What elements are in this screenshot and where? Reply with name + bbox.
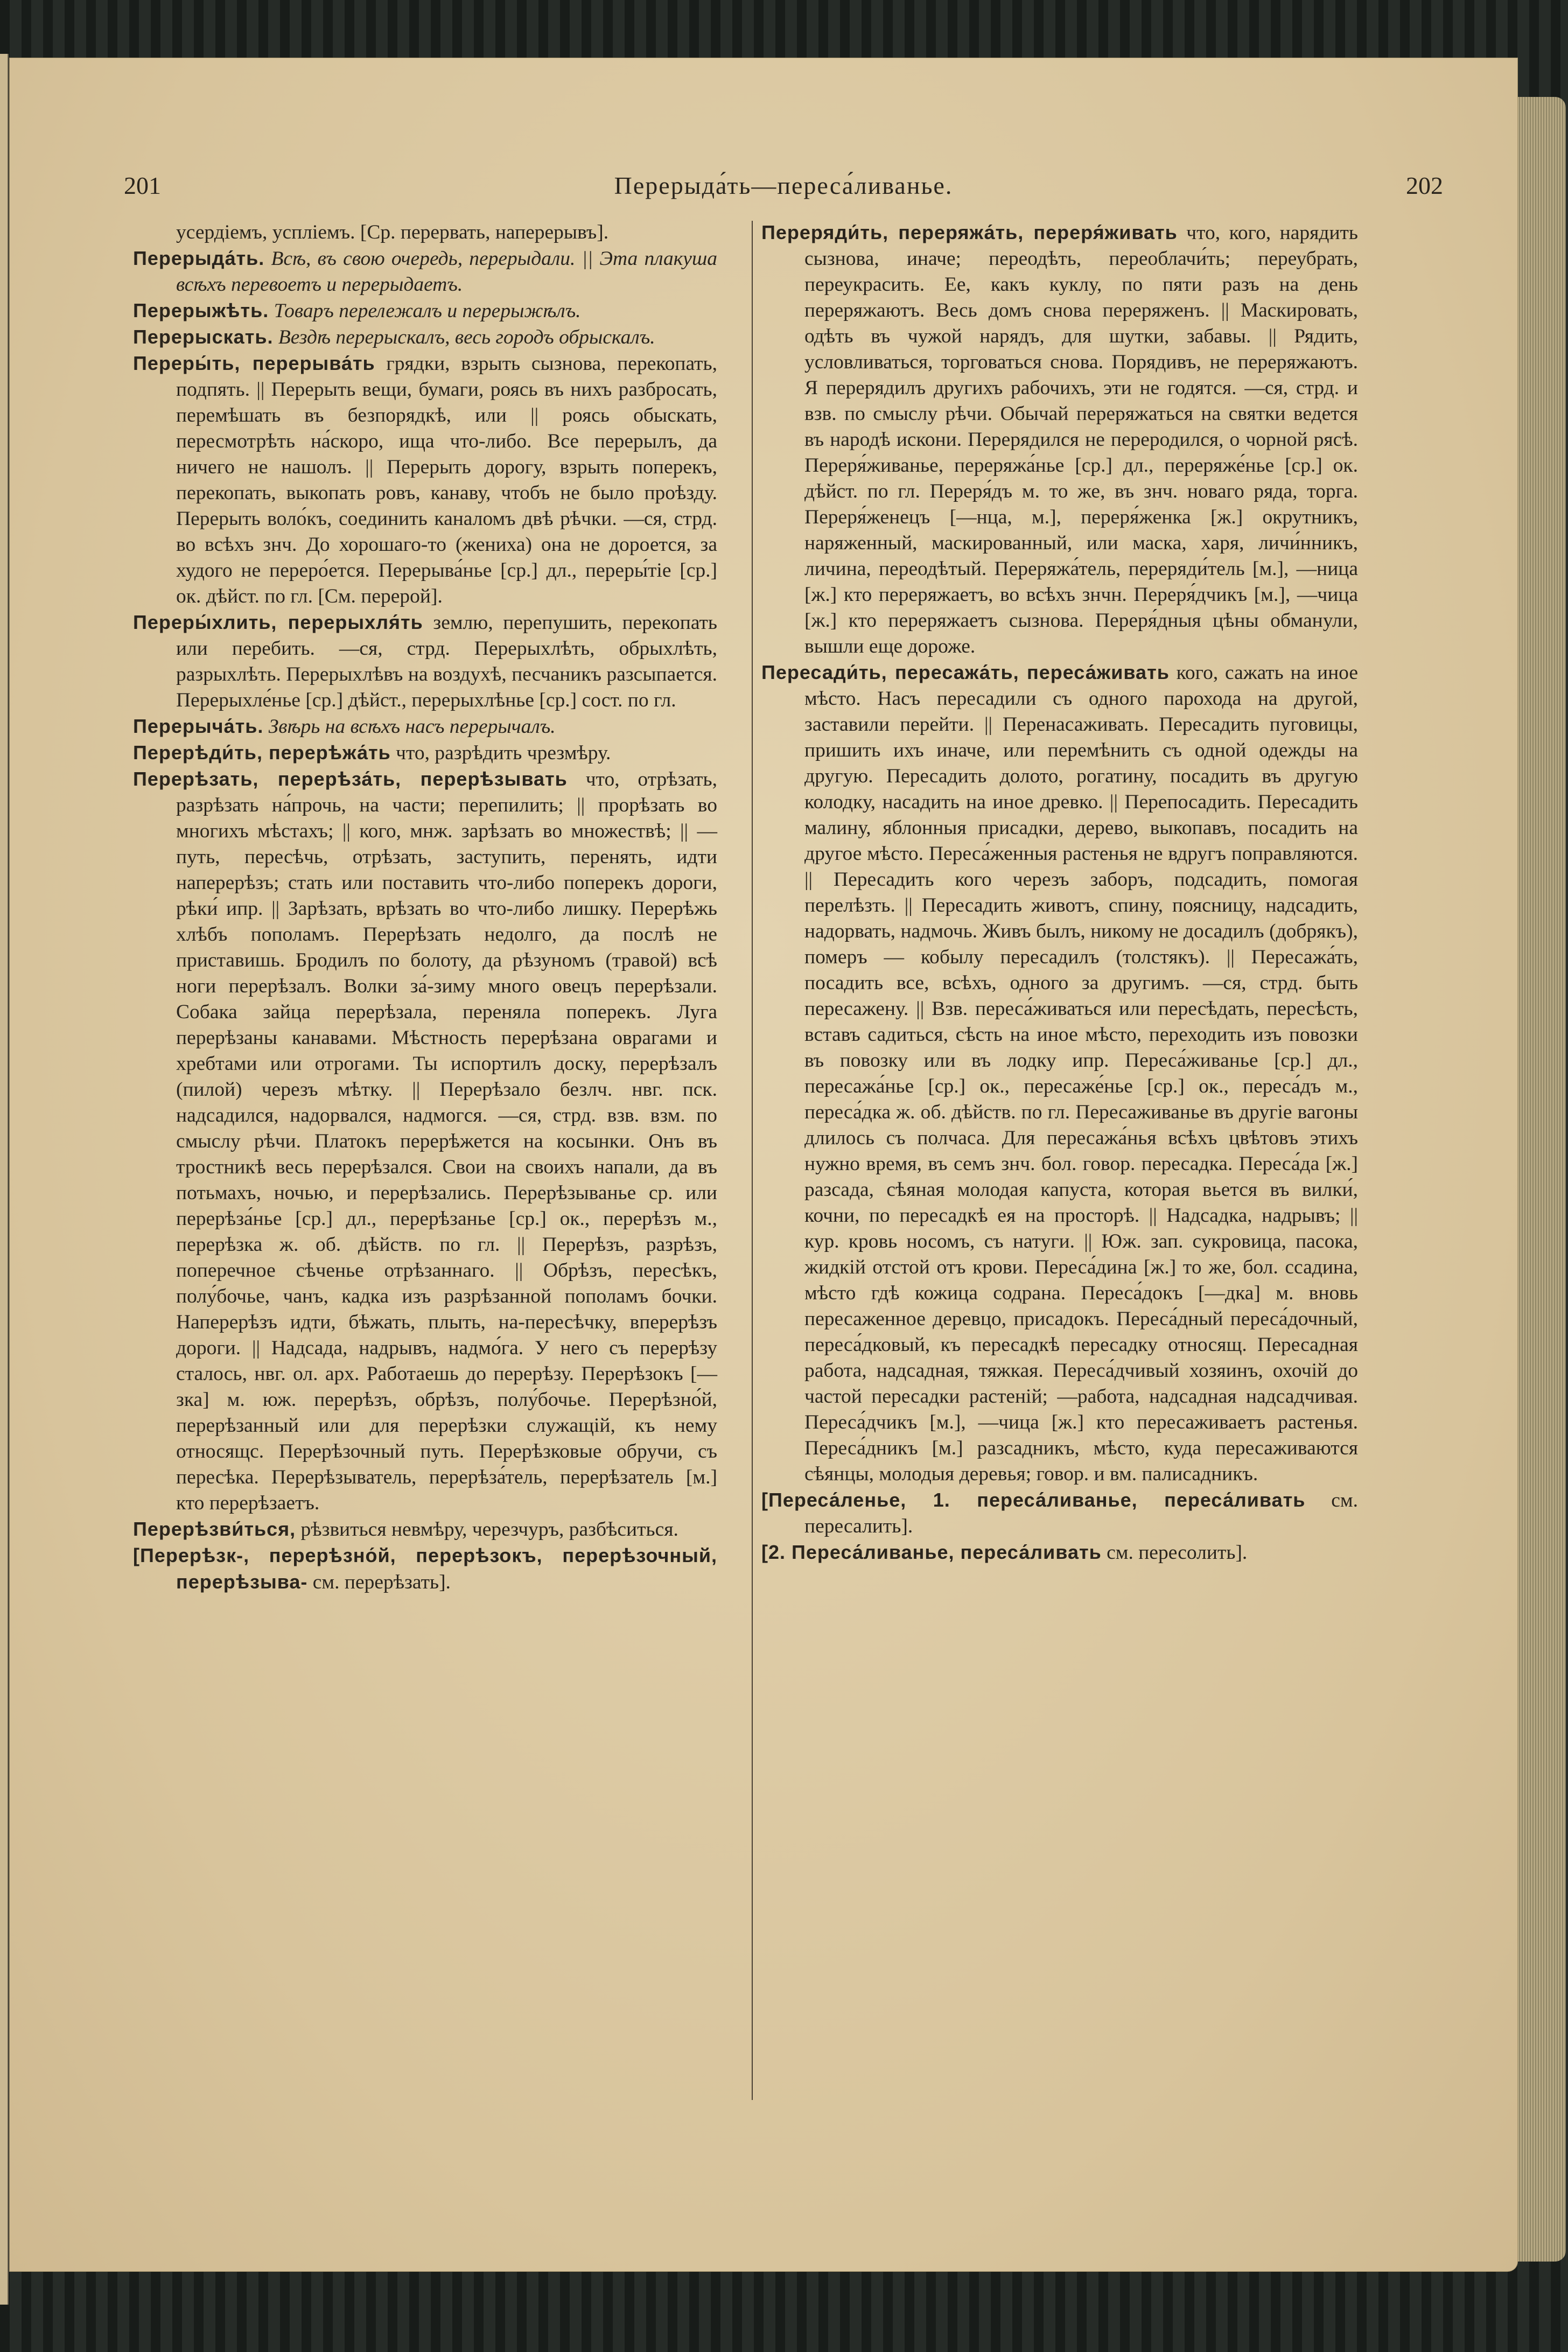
entry-headword: [2. Переса́ливанье, переса́ливать — [761, 1541, 1102, 1563]
running-title: Перерыда́ть—переса́ливанье. — [614, 172, 953, 199]
entry-headword: Перерыскать. — [133, 326, 274, 348]
entry-text: см. пересалить]. — [804, 1489, 1358, 1537]
entry-text: рѣзвиться невмѣру, черезчуръ, разбѣситься. — [300, 1518, 678, 1541]
entry-text: Товаръ перележалъ и перерыжѣлъ. — [274, 300, 581, 322]
entry-headword: Перерѣзви́ться, — [133, 1518, 296, 1540]
entry-text: усердіемъ, успліемъ. [Ср. перервать, наперерывъ]. — [176, 221, 609, 243]
dictionary-entry — [133, 610, 717, 713]
dictionary-entry — [133, 713, 717, 740]
entry-text: Звѣрь на всѣхъ насъ перерычалъ. — [268, 716, 556, 738]
page-number-left: 201 — [124, 172, 161, 199]
dictionary-entry — [761, 1487, 1358, 1539]
entry-headword: Пересади́ть, пересажа́ть, переса́живать — [761, 661, 1170, 683]
entry-headword: [Переса́ленье, 1. переса́ливанье, переса́ливать — [761, 1489, 1306, 1511]
dictionary-entry — [133, 324, 717, 351]
dictionary-entry — [761, 1539, 1358, 1566]
dictionary-entry — [133, 246, 717, 298]
entry-headword: Перерыжѣть. — [133, 299, 269, 321]
entry-headword: Перерыда́ть. — [133, 247, 265, 269]
entry-text: см. перерѣзать]. — [312, 1571, 451, 1593]
column-divider — [752, 221, 753, 2100]
entry-headword: Переры́ть, перерыва́ть — [133, 352, 375, 374]
dictionary-entry — [133, 766, 717, 1516]
entry-headword: Переры́хлить, перерыхля́ть — [133, 611, 423, 633]
entry-text: грядки, взрыть сызнова, перекопать, подпять. || Перерыть вещи, бумаги, роясь въ нихъ разбросать, перемѣшать въ безпорядкѣ, или || роясь обыскать, пересмотрѣть на́скоро, ища что-либо. Все перерылъ, да ничего не нашолъ. || Перерыть дорогу, взрыть поперекъ, перекопать, выкопать ровъ, канаву, чтобъ не было проѣзду. Перерыть воло́къ, соединить каналомъ двѣ рѣчки. —ся, стрд. во всѣхъ знч. До хорошаго-то (жениха) она не дороется, за худого не переро́ется. Перерыва́нье [ср.] дл., переры́тіе [ср.] ок. дѣйст. по гл. [См. перерой]. — [176, 353, 718, 607]
page-stack-edge — [1517, 97, 1566, 2262]
entry-text: что, отрѣзать, разрѣзать на́прочь, на части; перепилить; || прорѣзать во многихъ мѣстахъ; || кого, мнж. зарѣзать во множествѣ; || —путь, пересѣчь, отрѣзать, заступить, перенять, идти наперерѣзъ; стать или поставить что-либо поперекъ дороги, рѣки́ ипр. || Зарѣзать, врѣзать во что-либо лишку. Перерѣжь хлѣбъ пополамъ. Перерѣзать недолго, да послѣ не приставишь. Бродилъ по болоту, да рѣзуномъ (травой) всѣ ноги перерѣзалъ. Волки за́-зиму много овецъ перерѣзали. Собака зайца перерѣзала, переняла поперекъ. Луга перерѣзаны канавами. Мѣстность перерѣзана оврагами и хребтами или отрогами. Ты испортилъ доску, перерѣзалъ (пилой) черезъ мѣтку. || Перерѣзало безлч. нвг. пск. надсадился, надорвался, надмогся. —ся, стрд. взв. взм. по смыслу рѣчи. Платокъ перерѣжется на косынки. Онъ въ тростникѣ весь перерѣзался. Свои на своихъ напали, да въ потьмахъ, ночью, и перерѣзались. Перерѣзыванье ср. или перерѣза́нье [ср.] дл., перерѣзанье [ср.] ок., перерѣзъ м., перерѣзка ж. об. дѣйств. по гл. || Перерѣзъ, разрѣзъ, поперечное сѣченье отрѣзаннаго. || Обрѣзъ, пересѣкъ, полу́бочье, чанъ, кадка изъ разрѣзанной пополамъ бочки. Наперерѣзъ идти, бѣжать, плыть, на-пересѣчку, вперерѣзъ дороги. || Надсада, надрывъ, надмо́га. У него съ перерѣзу сталось, нвг. ол. арх. Работаешь до перерѣзу. Перерѣзокъ [—зка] м. юж. перерѣзъ, обрѣзъ, полу́бочье. Перерѣзно́й, перерѣзанный или для перерѣзки служащій, къ нему относящс. Перерѣзочный путь. Перерѣзковые обручи, съ пересѣка. Перерѣзыватель, перерѣза́тель, перерѣзатель [м.] кто перерѣзаетъ. — [176, 768, 718, 1514]
dictionary-entry — [133, 1516, 717, 1543]
page-number-right: 202 — [1406, 172, 1443, 199]
dictionary-entry — [133, 740, 717, 766]
facing-page-edge — [0, 54, 9, 2305]
entry-text: кого, сажать на иное мѣсто. Насъ пересадили съ одного парохода на другой, заставили перейти. || Перенасаживать. Пересадить пуговицы, пришить ихъ иначе, или перемѣнить съ одной одежды на другую. Пересадить долото, рогатину, посадить въ другую колодку, насадить на иное древко. || Перепосадить. Пересадить малину, яблонныя присадки, дерево, выкопавъ, посадить на другое мѣсто. Переса́женныя растенья не вдругъ поправляются. || Пересадить кого черезъ заборъ, подсадить, помогая перелѣзть. || Пересадить животъ, спину, поясницу, надсадить, надорвать, надмочь. Живъ былъ, никому не досадилъ (добрякъ), померъ — кобылу пересадилъ (толстякъ). || Пересажа́ть, посадить все, всѣхъ, одного за другимъ. —ся, стрд. быть пересажену. || Взв. переса́живаться или пересѣдать, пересѣсть, вставъ садиться, сѣсть на иное мѣсто, переходить изъ повозки въ повозку или въ лодку ипр. Переса́живанье [ср.] дл., пересажа́нье [ср.] ок., пересаже́нье [ср.] ок., переса́дъ м., переса́дка ж. об. дѣйств. по гл. Пересаживанье въ другіе вагоны длилось съ полчаса. Для пересажа́нья всѣхъ цвѣтовъ этихъ нужно время, въ семъ знч. бол. говор. пересадка. Переса́да [ж.] разсада, сѣяная молодая капуста, которая вьется въ вилки́, кочни, по пересадкѣ ея на просторѣ. || Надсадка, надрывъ; || кур. кровь носомъ, съ натуги. || Юж. зап. сукровица, пасока, жидкій отстой отъ крови. Переса́дина [ж.] то же, бол. ссадина, мѣсто гдѣ кожица содрана. Переса́докъ [—дка] м. вновь пересаженное деревцо, присадокъ. Переса́дный переса́дочный, переса́дковый, къ пересадкѣ пересадку относящ. Пересадная работа, надсадная, тяжкая. Переса́дчивый хозяинъ, охочій до частой пересадки растеній; —работа, надсадная надсадчивая. Переса́дчикъ [м.], —чица [ж.] кто пересаживаетъ растенья. Переса́дникъ [м.] разсадникъ, мѣсто, куда пересаживаются сѣянцы, молодыя деревья; говор. и вм. палисадникъ. — [804, 662, 1358, 1485]
dictionary-entry — [133, 1543, 717, 1595]
entry-text: Вcѣ, въ свою очередь, перерыдали. || Эта плакуша всѣхъ перевоетъ и перерыдаетъ. — [176, 248, 717, 296]
dictionary-entry — [133, 351, 717, 610]
entry-headword: Перерѣди́ть, перерѣжа́ть — [133, 741, 391, 764]
dictionary-entry — [761, 660, 1358, 1487]
entry-headword: Перерыча́ть. — [133, 715, 264, 737]
dictionary-entry — [761, 220, 1358, 660]
dictionary-entry — [133, 298, 717, 324]
running-head — [124, 171, 1443, 209]
entry-text: Вездѣ перерыскалъ, весь городъ обрыскалъ. — [278, 326, 655, 348]
left-column — [133, 220, 717, 1595]
entry-text: что, разрѣдить чрезмѣру. — [396, 742, 611, 764]
right-column — [761, 220, 1358, 1566]
entry-text: землю, перепушить, перекопать или перебить. —ся, стрд. Перерыхлѣть, обрыхлѣть, разрыхлѣть. Перерыхлѣвъ на воздухѣ, песчаникъ разсыпается. Перерыхле́нье [ср.] дѣйст., перерыхлѣнье [ср.] сост. по гл. — [176, 612, 717, 711]
entry-headword: Перерѣзать, перерѣза́ть, перерѣзывать — [133, 768, 568, 790]
entry-text: что, кого, нарядить сызнова, иначе; переодѣть, переоблачи́ть; переубрать, переукрасить. Ее, какъ куклу, по пяти разъ на день переряжаютъ. Весь домъ снова переряженъ. || Маскировать, одѣть въ чужой нарядъ, для шутки, забавы. || Рядить, условливаться, торговаться снова. Порядивъ, не переряжаютъ. Я перерядилъ другихъ рабочихъ, эти не годятся. —ся, стрд. и взв. по смыслу рѣчи. Обычай переряжаться на святки ведется въ народѣ искони. Перерядился не переродился, о чорной рясѣ. Переря́живанье, переряжа́нье [ср.] дл., переряже́нье [ср.] ок. дѣйст. по гл. Переря́дъ м. то же, въ знч. новаго ряда, торга. Переря́женецъ [—нца, м.], переря́женка [ж.] окрутникъ, наряженный, маскированный, или маска, харя, личи́нникъ, личина, переодѣтый. Переряжа́тель, переряди́тель [м.], —ница [ж.] кто переряжаетъ, во всѣхъ знчн. Переря́дчикъ [м.], —чица [ж.] кто переряжаетъ сызнова. Переря́дныя цѣны обманули, вышли еще дороже. — [804, 222, 1358, 657]
entry-text: см. пересолить]. — [1107, 1542, 1248, 1564]
dictionary-entry — [133, 220, 717, 246]
entry-headword: Переряди́ть, переряжа́ть, переря́живать — [761, 221, 1178, 243]
entry-headword: [Перерѣзк-, перерѣзно́й, перерѣзокъ, перерѣзочный, перерѣзыва- — [133, 1544, 717, 1593]
